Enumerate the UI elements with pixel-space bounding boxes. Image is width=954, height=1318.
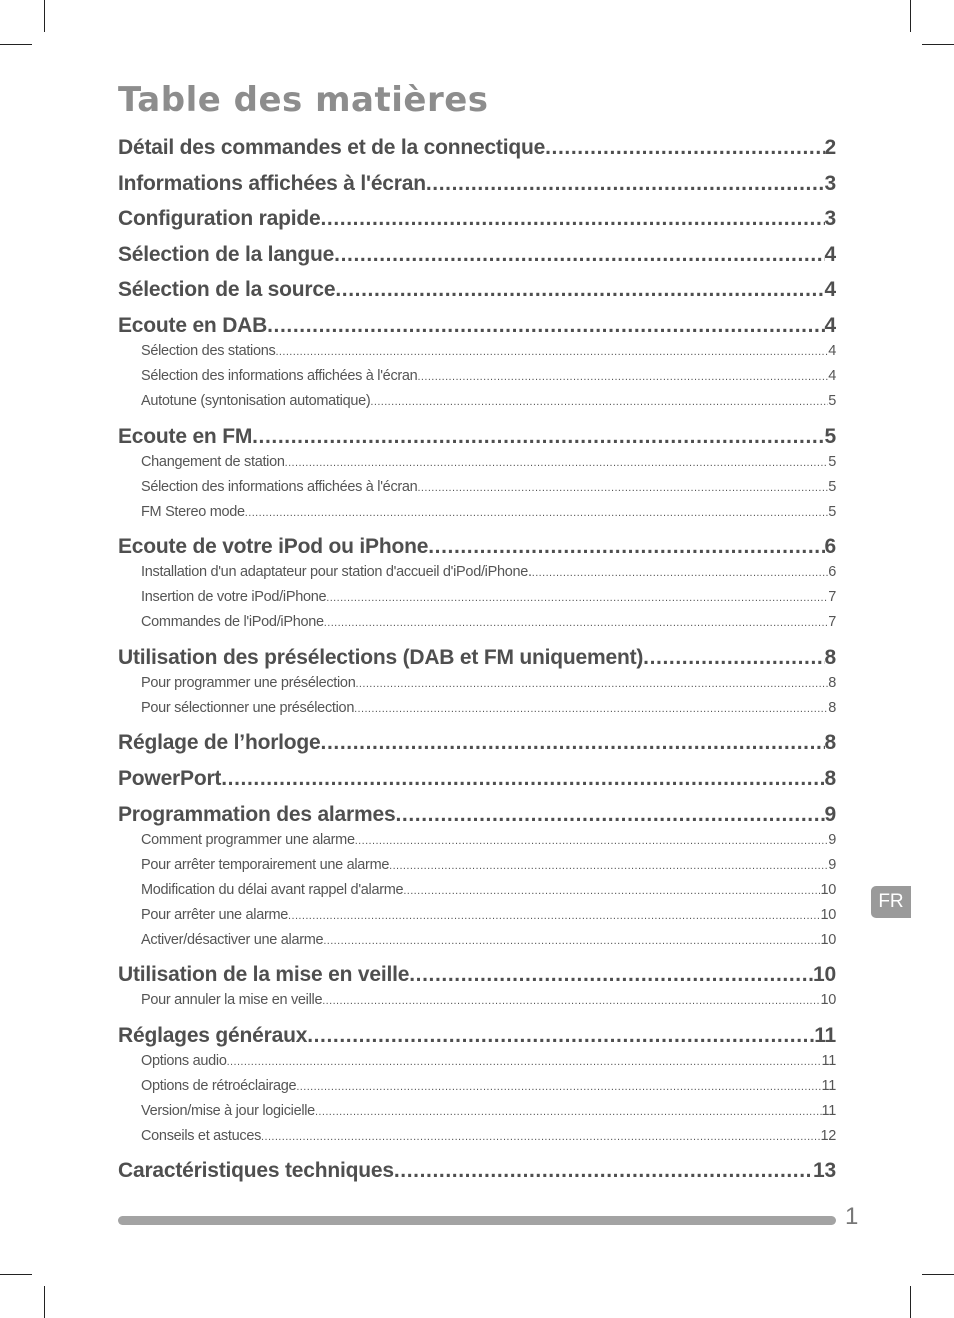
toc-section-title: Réglage de l’horloge [118,731,321,755]
toc-subsection-title: Pour annuler la mise en veille [141,992,323,1009]
crop-mark [922,1274,954,1275]
crop-mark [0,44,32,45]
toc-subsection-page: 11 [821,1077,836,1094]
toc-subsection-page: 4 [828,367,836,384]
toc-subsection-title: Activer/désactiver une alarme [141,931,324,948]
toc-section-page: 13 [813,1159,836,1183]
toc-subsection[interactable] [118,1074,836,1099]
toc-subsection[interactable] [118,696,836,721]
toc-subsection-page: 10 [820,992,836,1009]
toc-subsection[interactable] [118,585,836,610]
toc-subsection-page: 5 [828,478,836,495]
dot-leader [321,730,825,756]
toc-subsection-page: 11 [821,1052,836,1069]
crop-mark [44,1286,45,1318]
dot-leader [428,534,824,560]
toc-subsection-page: 7 [828,589,836,606]
toc-section[interactable] [118,424,836,450]
toc-section-page: 4 [824,313,836,337]
toc-section-page: 8 [824,645,836,669]
dot-leader [417,365,828,389]
toc-section[interactable] [118,962,836,988]
dot-leader [296,1075,821,1099]
toc-subsection[interactable] [118,364,836,389]
table-of-contents [118,132,836,1184]
dot-leader [335,277,824,303]
dot-leader [409,962,813,988]
toc-subsection[interactable] [118,339,836,364]
toc-subsection-title: Commandes de l'iPod/iPhone [141,614,324,631]
dot-leader [227,1050,822,1074]
toc-subsection-title: Installation d'un adaptateur pour station d'accueil d'iPod/iPhone. [141,564,532,581]
dot-leader [389,854,828,878]
toc-subsection[interactable] [118,828,836,853]
toc-subsection-title: Insertion de votre iPod/iPhone [141,589,327,606]
toc-subsection[interactable] [118,928,836,953]
dot-leader [288,904,820,928]
toc-subsection-page: 8 [828,699,836,716]
toc-subsection-title: FM Stereo mode [141,503,245,520]
toc-subsection-title: Modification du délai avant rappel d'alarme [141,881,404,898]
toc-subsection-title: Autotune (syntonisation automatique) [141,392,371,409]
toc-subsection[interactable] [118,475,836,500]
toc-section[interactable] [118,277,836,303]
toc-section-page: 10 [813,963,836,987]
toc-section[interactable] [118,206,836,232]
page-title: Table des matières [118,80,489,120]
toc-subsection[interactable] [118,500,836,525]
toc-subsection-title: Sélection des informations affichées à l'écran [141,367,418,384]
dot-leader [245,501,828,525]
toc-section-title: Utilisation de la mise en veille [118,963,410,987]
toc-subsection-title: Sélection des informations affichées à l'écran [141,478,418,495]
dot-leader [323,929,820,953]
toc-subsection-title: Pour arrêter une alarme [141,906,289,923]
toc-subsection-page: 5 [828,453,836,470]
dot-leader [355,829,829,853]
dot-leader [324,611,828,635]
toc-subsection[interactable] [118,1099,836,1124]
toc-section-page: 8 [824,731,836,755]
toc-subsection[interactable] [118,560,836,585]
toc-section-title: Détail des commandes et de la connectique [118,136,546,159]
toc-subsection-title: Pour arrêter temporairement une alarme [141,856,390,873]
toc-subsection-page: 5 [828,392,836,409]
toc-section-page: 6 [824,535,836,559]
toc-subsection[interactable] [118,988,836,1013]
toc-section-page: 11 [814,1023,836,1047]
toc-section-title: Sélection de la langue [118,242,335,266]
toc-subsection-page: 4 [828,342,836,359]
toc-section-title: Sélection de la source [118,278,336,302]
crop-mark [910,0,911,32]
toc-subsection-page: 8 [828,674,836,691]
toc-section-title: Caractéristiques techniques [118,1159,394,1183]
crop-mark [922,44,954,45]
toc-subsection-page: 9 [828,856,836,873]
toc-subsection-title: Conseils et astuces [141,1127,262,1144]
dot-leader [326,586,828,610]
toc-section-title: Configuration rapide [118,207,321,231]
toc-section-title: Ecoute en DAB [118,313,268,337]
toc-subsection-page: 7 [828,614,836,631]
toc-subsection-page: 6 [828,564,836,581]
toc-subsection[interactable] [118,450,836,475]
toc-section-page: 2 [824,136,836,159]
toc-section[interactable] [118,1158,836,1184]
toc-subsection-title: Comment programmer une alarme [141,831,355,848]
toc-section[interactable] [118,730,836,756]
toc-section-page: 5 [824,424,836,448]
toc-section-title: Ecoute en FM [118,424,253,448]
dot-leader [394,1158,813,1184]
toc-section[interactable] [118,1023,836,1049]
crop-mark [44,0,45,32]
toc-section[interactable] [118,171,836,197]
dot-leader [354,697,828,721]
toc-section-title: PowerPort [118,766,222,790]
dot-leader [355,672,828,696]
toc-section[interactable] [118,802,836,828]
toc-subsection-page: 5 [828,503,836,520]
toc-subsection-page: 9 [828,831,836,848]
dot-leader [426,171,825,197]
toc-section-title: Utilisation des présélections (DAB et FM uniquement) [118,645,644,669]
toc-subsection-title: Sélection des stations [141,342,276,359]
dot-leader [267,313,824,339]
dot-leader [261,1125,820,1149]
toc-section[interactable] [118,313,836,339]
dot-leader [403,879,820,903]
toc-subsection-page: 11 [821,1102,836,1119]
dot-leader [307,1023,814,1049]
toc-subsection-page: 10 [820,906,836,923]
toc-subsection-page: 10 [820,881,836,898]
toc-section[interactable] [118,534,836,560]
dot-leader [395,802,824,828]
toc-subsection[interactable] [118,1049,836,1074]
toc-section[interactable] [118,135,836,161]
dot-leader [315,1100,822,1124]
toc-subsection[interactable] [118,878,836,903]
dot-leader [417,476,828,500]
dot-leader [285,451,829,475]
toc-section[interactable] [118,766,836,792]
toc-subsection-page: 12 [820,1127,836,1144]
dot-leader [322,989,820,1013]
toc-section[interactable] [118,645,836,671]
toc-subsection[interactable] [118,389,836,414]
crop-mark [910,1286,911,1318]
toc-subsection[interactable] [118,671,836,696]
toc-subsection[interactable] [118,610,836,635]
toc-subsection-title: Options de rétroéclairage [141,1077,297,1094]
toc-section-title: Programmation des alarmes [118,802,396,826]
dot-leader [252,424,824,450]
toc-subsection-title: Options audio [141,1052,227,1069]
dot-leader [545,135,824,161]
toc-subsection-title: Pour programmer une présélection [141,674,356,691]
page-number: 1 [845,1203,859,1230]
toc-subsection-title: Version/mise à jour logicielle [141,1102,315,1119]
toc-section-page: 3 [824,207,836,231]
toc-subsection[interactable] [118,853,836,878]
toc-section-page: 9 [824,802,836,826]
toc-section-title: Réglages généraux [118,1023,308,1047]
dot-leader [334,242,824,268]
toc-section-title: Ecoute de votre iPod ou iPhone [118,535,429,559]
toc-subsection[interactable] [118,903,836,928]
toc-section[interactable] [118,242,836,268]
toc-section-page: 3 [824,171,836,195]
dot-leader [221,766,824,792]
toc-subsection-title: Pour sélectionner une présélection [141,699,355,716]
crop-mark [0,1274,32,1275]
toc-section-title: Informations affichées à l'écran [118,171,426,195]
toc-section-page: 8 [824,766,836,790]
toc-subsection[interactable] [118,1124,836,1149]
dot-leader [321,206,825,232]
footer-bar [118,1216,836,1225]
toc-subsection-title: Changement de station [141,453,285,470]
language-tab: FR [871,886,911,918]
toc-section-page: 4 [824,242,836,266]
dot-leader [275,340,828,364]
dot-leader [532,561,828,585]
dot-leader [643,645,824,671]
toc-subsection-page: 10 [820,931,836,948]
toc-section-page: 4 [824,278,836,302]
dot-leader [370,390,828,414]
